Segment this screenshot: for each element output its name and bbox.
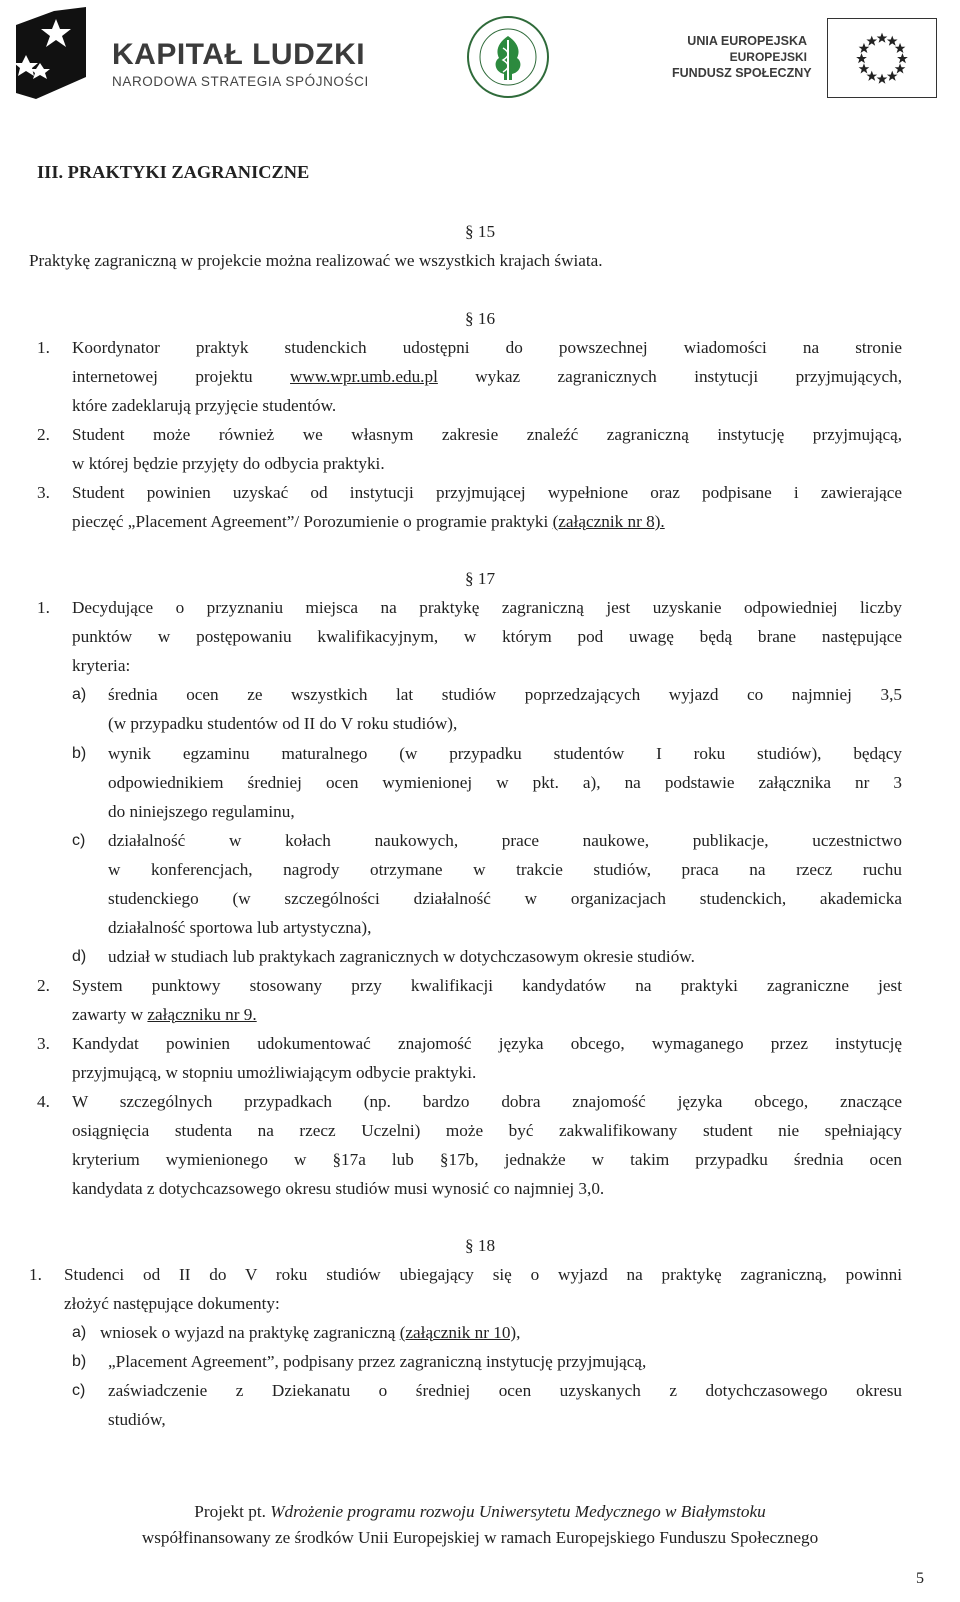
list-number: 4. <box>37 1092 50 1111</box>
sublist-marker: b) <box>72 745 87 762</box>
program-title: KAPITAŁ LUDZKI <box>112 38 366 71</box>
list-number: 3. <box>37 483 50 502</box>
list-item-text: internetowej projektu <box>72 367 291 386</box>
sublist-item-text: udział w studiach lub praktykach zagranicznych w dotychczasowym okresie studiów. <box>108 947 695 966</box>
sublist-marker: c) <box>72 1382 86 1399</box>
sublist-item-text: działalność sportowa lub artystyczna), <box>108 918 372 937</box>
program-logo-text <box>112 40 369 89</box>
eu-flag-icon <box>827 18 937 98</box>
list-item-text: Student powinien uzyskać od instytucji przyjmującej wypełnione oraz podpisane i zawierające <box>72 483 902 502</box>
attachment-8-link[interactable]: (załącznik nr 8). <box>552 512 665 531</box>
eu-line-3: FUNDUSZ SPOŁECZNY <box>672 66 812 80</box>
sublist-marker: c) <box>72 832 86 849</box>
page-number: 5 <box>916 1570 924 1587</box>
eu-line-1: UNIA EUROPEJSKA <box>687 34 807 48</box>
paragraph-16-symbol: § 16 <box>464 309 496 328</box>
sublist-marker: b) <box>72 1353 87 1370</box>
list-item-text: kryterium wymienionego w §17a lub §17b, jednakże w takim przypadku średnia ocen <box>72 1150 902 1169</box>
kapital-ludzki-logo-icon <box>6 3 86 99</box>
sublist-item-text: do niniejszego regulaminu, <box>108 802 295 821</box>
list-item-text: pieczęć „Placement Agreement”/ Porozumienie o programie praktyki <box>72 512 553 531</box>
list-item-text: Student może również we własnym zakresie znaleźć zagraniczną instytucję przyjmującą, <box>72 425 902 444</box>
section-heading: III. PRAKTYKI ZAGRANICZNE <box>37 162 310 182</box>
university-seal-icon <box>465 14 551 100</box>
attachment-10-link[interactable]: (załącznik nr 10), <box>399 1323 521 1342</box>
list-item-text: przyjmującą, w stopniu umożliwiającym odbycie praktyki. <box>72 1063 477 1082</box>
list-item-text: punktów w postępowaniu kwalifikacyjnym, w którym pod uwagę będą brane następujące <box>72 627 902 646</box>
list-item-text: kandydata z dotychcazsowego okresu studiów musi wynosić co najmniej 3,0. <box>72 1179 605 1198</box>
sublist-item-text: studenckiego (w szczególności działalność w organizacjach studenckich, akademicka <box>108 889 902 908</box>
list-item-text: zawarty w <box>72 1005 148 1024</box>
list-number: 1. <box>37 338 50 357</box>
attachment-9-link[interactable]: załączniku nr 9. <box>147 1005 257 1024</box>
sublist-marker: a) <box>72 686 87 703</box>
footer-line-1 <box>0 1502 960 1522</box>
paragraph-17-symbol: § 17 <box>464 569 496 588</box>
list-item-text: które zadeklarują przyjęcie studentów. <box>72 396 337 415</box>
sublist-item-text: odpowiednikiem średniej ocen wymienionej w pkt. a), na podstawie załącznika nr 3 <box>108 773 902 792</box>
list-item-text: W szczególnych przypadkach (np. bardzo dobra znajomość języka obcego, znaczące <box>72 1092 902 1111</box>
sublist-item-text: (w przypadku studentów od II do V roku studiów), <box>108 714 458 733</box>
sublist-marker: d) <box>72 948 87 965</box>
page-header <box>0 0 960 110</box>
list-number: 1. <box>29 1265 42 1284</box>
paragraph-15-symbol: § 15 <box>464 222 496 241</box>
paragraph-15-text: Praktykę zagraniczną w projekcie można realizować we wszystkich krajach świata. <box>29 251 603 270</box>
list-item-text: Decydujące o przyznaniu miejsca na praktykę zagraniczną jest uzyskanie odpowiedniej liczby <box>72 598 902 617</box>
list-item-text <box>72 512 665 532</box>
sublist-item-text: działalność w kołach naukowych, prace naukowe, publikacje, uczestnictwo <box>108 831 902 850</box>
sublist-item-text: średnia ocen ze wszystkich lat studiów poprzedzających wyjazd co najmniej 3,5 <box>108 685 902 704</box>
sublist-item-text: zaświadczenie z Dziekanatu o średniej ocen uzyskanych z dotychczasowego okresu <box>108 1381 902 1400</box>
sublist-item-text: „Placement Agreement”, podpisany przez zagraniczną instytucję przyjmującą, <box>108 1352 647 1371</box>
project-website-link[interactable]: www.wpr.umb.edu.pl <box>290 367 438 386</box>
sublist-marker: a) <box>72 1324 87 1341</box>
list-number: 1. <box>37 598 50 617</box>
list-item-text: w której będzie przyjęty do odbycia praktyki. <box>72 454 385 473</box>
list-item-text <box>72 1005 257 1025</box>
footer-line-2: współfinansowany ze środków Unii Europejskiej w ramach Europejskiego Funduszu Społecznego <box>141 1528 819 1547</box>
list-number: 2. <box>37 425 50 444</box>
list-number: 3. <box>37 1034 50 1053</box>
list-number: 2. <box>37 976 50 995</box>
list-item-text <box>72 367 902 387</box>
list-item-text: osiągnięcia studenta na rzecz Uczelni) może być zakwalifikowany student nie spełniający <box>72 1121 902 1140</box>
sublist-item-text: wynik egzaminu maturalnego (w przypadku studentów I roku studiów), będący <box>108 744 902 763</box>
list-item-text: System punktowy stosowany przy kwalifikacji kandydatów na praktyki zagraniczne jest <box>72 976 902 995</box>
list-item-text: złożyć następujące dokumenty: <box>64 1294 280 1313</box>
list-item-text: wykaz zagranicznych instytucji przyjmujących, <box>437 367 902 386</box>
sublist-item-text <box>100 1323 520 1343</box>
sublist-item-text: studiów, <box>108 1410 166 1429</box>
sublist-item-text: w konferencjach, nagrody otrzymane w trakcie studiów, praca na rzecz ruchu <box>108 860 902 879</box>
eu-line-2: EUROPEJSKI <box>729 50 807 64</box>
sublist-item-text: wniosek o wyjazd na praktykę zagraniczną <box>100 1323 400 1342</box>
list-item-text: Koordynator praktyk studenckich udostępni do powszechnej wiadomości na stronie <box>72 338 902 357</box>
footer-project-label: Projekt pt. <box>194 1502 271 1521</box>
footer-project-title: Wdrożenie programu rozwoju Uniwersytetu Medycznego w Białymstoku <box>270 1502 766 1521</box>
paragraph-18-symbol: § 18 <box>464 1236 496 1255</box>
list-item-text: kryteria: <box>72 656 131 675</box>
eu-text-block <box>672 33 812 81</box>
list-item-text: Kandydat powinien udokumentować znajomość języka obcego, wymaganego przez instytucję <box>72 1034 902 1053</box>
program-subtitle: NARODOWA STRATEGIA SPÓJNOŚCI <box>112 74 369 89</box>
list-item-text: Studenci od II do V roku studiów ubiegający się o wyjazd na praktykę zagraniczną, powinni <box>64 1265 902 1284</box>
